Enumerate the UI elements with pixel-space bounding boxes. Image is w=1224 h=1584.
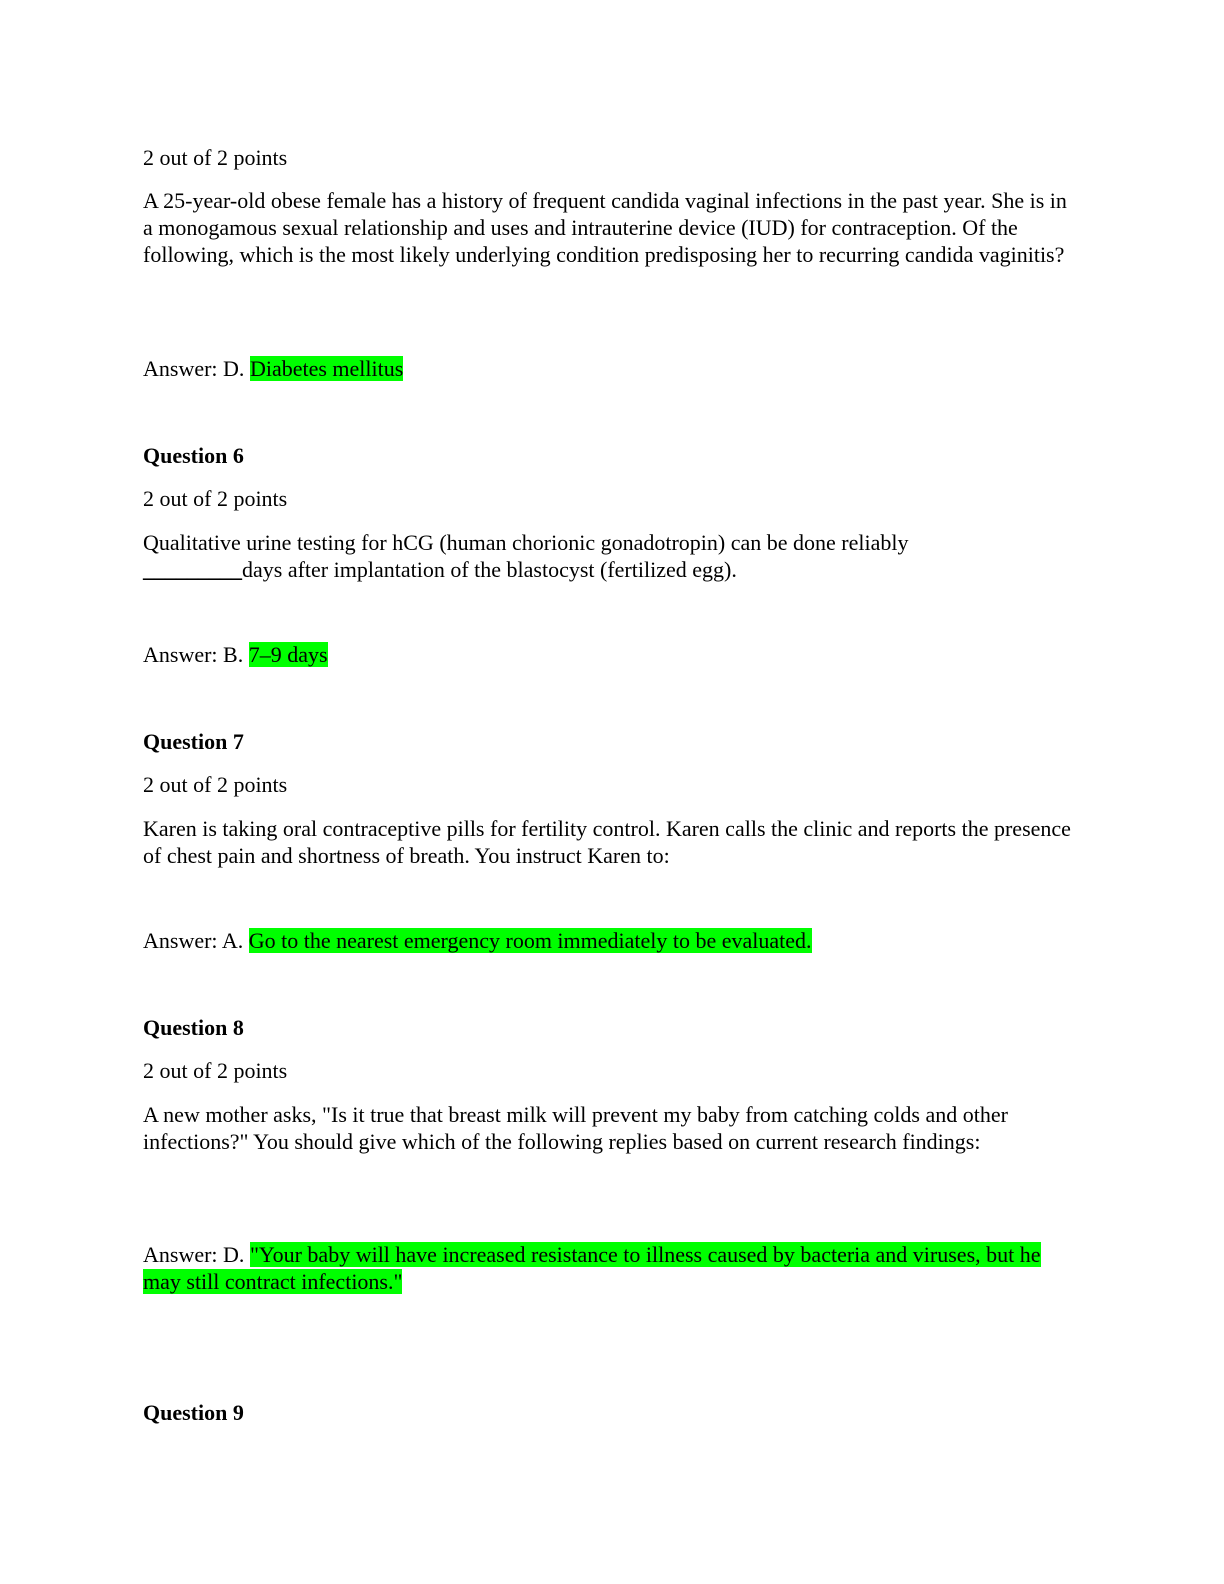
question-6-prompt-part1: Qualitative urine testing for hCG (human chorionic gonadotropin) can be done reliably (143, 530, 909, 555)
question-8-points: 2 out of 2 points (143, 1058, 288, 1083)
answer-prefix: Answer: D. (143, 1242, 250, 1267)
question-8-title: Question 8 (143, 1015, 244, 1040)
highlighted-answer: 7–9 days (248, 642, 328, 667)
block0-prompt: A 25-year-old obese female has a history of frequent candida vaginal infections in the past year. She is in a monogamous sexual relationship and uses and intrauterine device (IUD) for contraception. Of the following, which is the most likely underlying condition predisposing her to recurring candida vaginitis? (143, 188, 1067, 267)
question-8-answer (143, 1241, 1073, 1295)
question-8-prompt: A new mother asks, "Is it true that breast milk will prevent my baby from catching colds and other infections?" You should give which of the following replies based on current research findings: (143, 1102, 1008, 1154)
question-6-prompt (143, 529, 1073, 583)
question-9-title: Question 9 (143, 1400, 244, 1425)
question-6-answer (143, 641, 1073, 668)
block0-answer (143, 355, 1073, 382)
block0-points: 2 out of 2 points (143, 145, 288, 170)
question-7-prompt: Karen is taking oral contraceptive pills for fertility control. Karen calls the clinic and reports the presence of chest pain and shortness of breath. You instruct Karen to: (143, 816, 1071, 868)
answer-prefix: Answer: A. (143, 928, 249, 953)
question-6-prompt-part2: days after implantation of the blastocyst (fertilized egg). (242, 557, 737, 582)
question-7-points: 2 out of 2 points (143, 772, 288, 797)
answer-prefix: Answer: B. (143, 642, 249, 667)
fill-in-blank: _________ (143, 557, 242, 582)
highlighted-answer: Go to the nearest emergency room immediately to be evaluated. (248, 928, 812, 953)
question-6-title: Question 6 (143, 443, 244, 468)
highlighted-answer: Diabetes mellitus (249, 356, 404, 381)
answer-prefix: Answer: D. (143, 356, 250, 381)
question-7-answer (143, 927, 1073, 954)
highlighted-answer: "Your baby will have increased resistance to illness caused by bacteria and viruses, but he may still contract infections." (143, 1242, 1041, 1294)
question-6-points: 2 out of 2 points (143, 486, 288, 511)
question-7-title: Question 7 (143, 729, 244, 754)
